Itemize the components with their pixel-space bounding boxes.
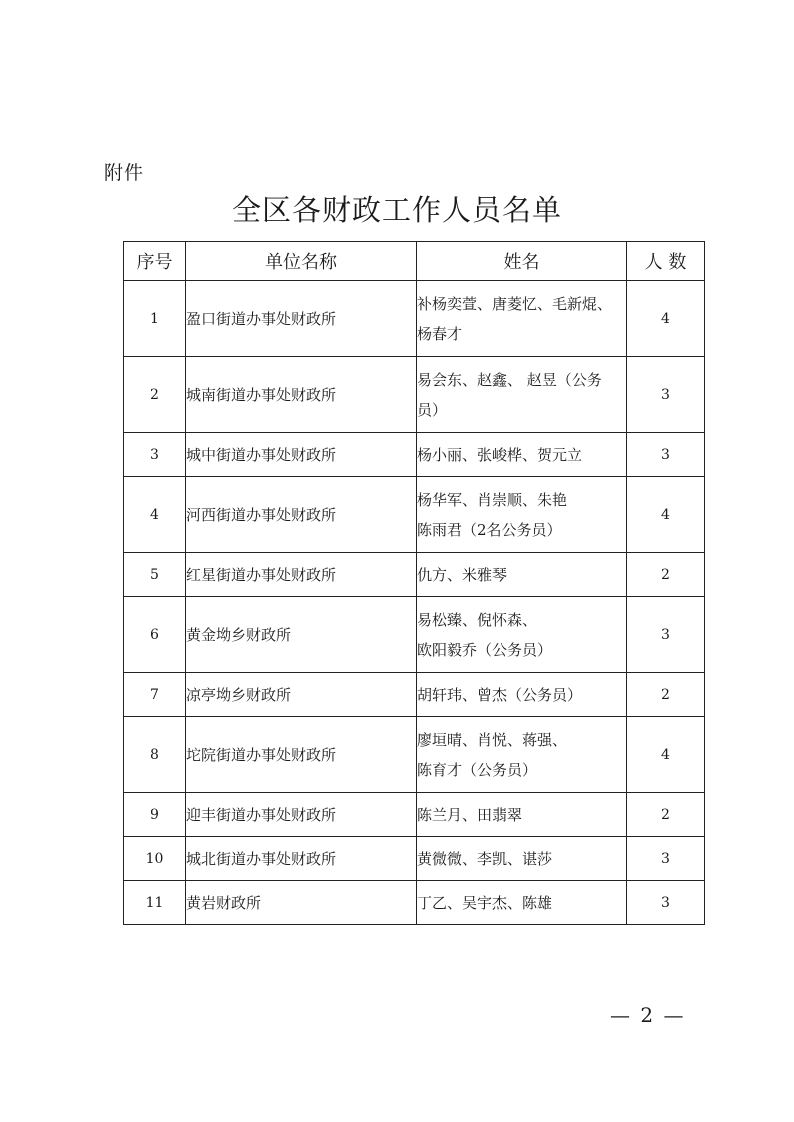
staff-name-line: 杨小丽、张峻桦、贺元立 bbox=[417, 445, 583, 464]
staff-count: 2 bbox=[627, 553, 705, 597]
header-count: 人 数 bbox=[627, 242, 705, 281]
row-number: 8 bbox=[124, 717, 186, 793]
header-unit: 单位名称 bbox=[186, 242, 417, 281]
staff-name-line: 欧阳毅乔（公务员） bbox=[417, 640, 553, 659]
unit-name: 城南街道办事处财政所 bbox=[186, 357, 417, 433]
staff-count: 2 bbox=[627, 793, 705, 837]
row-number: 7 bbox=[124, 673, 186, 717]
staff-names bbox=[417, 357, 627, 433]
table-row bbox=[124, 793, 705, 837]
row-number: 11 bbox=[124, 881, 186, 925]
staff-names bbox=[417, 433, 627, 477]
row-number: 10 bbox=[124, 837, 186, 881]
staff-names bbox=[417, 553, 627, 597]
header-no: 序号 bbox=[124, 242, 186, 281]
document-title: 全区各财政工作人员名单 bbox=[231, 193, 562, 227]
staff-names bbox=[417, 717, 627, 793]
row-number: 2 bbox=[124, 357, 186, 433]
staff-name-line: 易会东、赵鑫、 赵昱（公务 bbox=[417, 370, 602, 389]
table-row bbox=[124, 673, 705, 717]
unit-name: 城北街道办事处财政所 bbox=[186, 837, 417, 881]
table-row bbox=[124, 433, 705, 477]
unit-name: 城中街道办事处财政所 bbox=[186, 433, 417, 477]
staff-roster-table bbox=[123, 241, 705, 925]
staff-count: 3 bbox=[627, 357, 705, 433]
staff-count: 4 bbox=[627, 477, 705, 553]
unit-name: 黄岩财政所 bbox=[186, 881, 417, 925]
staff-name-line: 杨华军、肖崇顺、朱艳 bbox=[417, 490, 568, 509]
staff-name-line: 补杨奕萱、唐菱忆、毛新焜、 bbox=[417, 294, 613, 313]
staff-name-line: 黄微微、李凯、谌莎 bbox=[417, 849, 553, 868]
staff-count: 4 bbox=[627, 717, 705, 793]
staff-name-line: 易松臻、倪怀森、 bbox=[417, 610, 538, 629]
staff-name-line: 员） bbox=[417, 400, 448, 419]
table-row bbox=[124, 477, 705, 553]
attachment-label: 附件 bbox=[104, 162, 145, 184]
staff-name-line: 陈育才（公务员） bbox=[417, 760, 538, 779]
row-number: 6 bbox=[124, 597, 186, 673]
staff-name-line: 杨春才 bbox=[417, 324, 463, 343]
staff-name-line: 仇方、米雅琴 bbox=[417, 565, 508, 584]
staff-count: 2 bbox=[627, 673, 705, 717]
table-row bbox=[124, 597, 705, 673]
unit-name: 河西街道办事处财政所 bbox=[186, 477, 417, 553]
row-number: 9 bbox=[124, 793, 186, 837]
table-row bbox=[124, 717, 705, 793]
staff-count: 3 bbox=[627, 597, 705, 673]
page-number: — 2 — bbox=[610, 1003, 686, 1027]
table-header-row bbox=[124, 242, 705, 281]
staff-count: 3 bbox=[627, 837, 705, 881]
unit-name: 红星街道办事处财政所 bbox=[186, 553, 417, 597]
staff-name-line: 丁乙、吴宇杰、陈雄 bbox=[417, 893, 553, 912]
unit-name: 坨院街道办事处财政所 bbox=[186, 717, 417, 793]
header-names: 姓名 bbox=[417, 242, 627, 281]
table-row bbox=[124, 553, 705, 597]
staff-count: 3 bbox=[627, 433, 705, 477]
staff-names bbox=[417, 477, 627, 553]
staff-names bbox=[417, 881, 627, 925]
table-row bbox=[124, 281, 705, 357]
table-row bbox=[124, 357, 705, 433]
unit-name: 迎丰街道办事处财政所 bbox=[186, 793, 417, 837]
staff-name-line: 陈雨君（2名公务员） bbox=[417, 520, 562, 539]
staff-name-line: 廖垣晴、肖悦、蒋强、 bbox=[417, 730, 568, 749]
row-number: 5 bbox=[124, 553, 186, 597]
unit-name: 盈口街道办事处财政所 bbox=[186, 281, 417, 357]
staff-names bbox=[417, 837, 627, 881]
row-number: 3 bbox=[124, 433, 186, 477]
staff-count: 4 bbox=[627, 281, 705, 357]
unit-name: 黄金坳乡财政所 bbox=[186, 597, 417, 673]
staff-names bbox=[417, 597, 627, 673]
table-row bbox=[124, 881, 705, 925]
staff-count: 3 bbox=[627, 881, 705, 925]
staff-names bbox=[417, 673, 627, 717]
staff-names bbox=[417, 281, 627, 357]
staff-names bbox=[417, 793, 627, 837]
row-number: 4 bbox=[124, 477, 186, 553]
staff-name-line: 胡轩玮、曾杰（公务员） bbox=[417, 685, 583, 704]
table-row bbox=[124, 837, 705, 881]
staff-name-line: 陈兰月、田翡翠 bbox=[417, 805, 523, 824]
unit-name: 凉亭坳乡财政所 bbox=[186, 673, 417, 717]
table-body bbox=[124, 281, 705, 925]
row-number: 1 bbox=[124, 281, 186, 357]
